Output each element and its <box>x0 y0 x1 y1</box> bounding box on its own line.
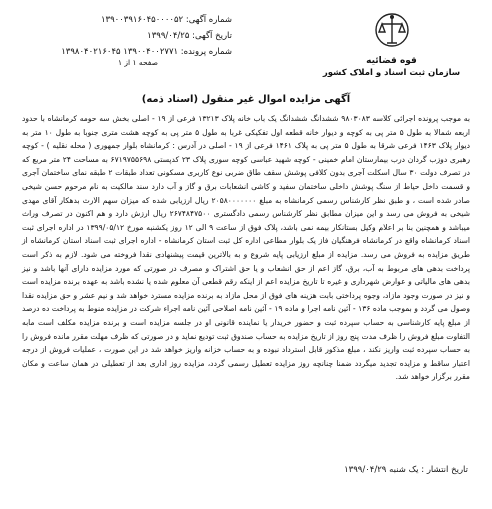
notice-date-label: تاریخ آگهی: <box>192 31 232 41</box>
page-number: صفحه ۱ از ۱ <box>118 58 158 67</box>
publish-date: ۱۳۹۹/۰۴/۲۹ <box>344 465 387 475</box>
org-name-judiciary: قوه قضائیه <box>366 56 417 66</box>
file-number-label: شماره پرونده: <box>180 47 232 57</box>
file-number: ۱۳۹۰۰۴۰۰۲۷۷۱ ۱۳۹۸۰۴۰۲۱۶۰۴۵ <box>61 47 179 57</box>
org-name-registration: سازمان ثبت اسناد و املاک کشور <box>322 68 461 78</box>
document-title: آگهی مزایده اموال غیر منقول (اسناد ذمه) <box>141 94 351 105</box>
notice-number: ۱۳۹۰۰۳۹۱۶۰۴۵۰۰۰۰۵۲ <box>100 15 184 25</box>
body-paragraph: به موجب پرونده اجرائی کلاسه ۹۸۰۳۰۸۳ ششدانگ ششدانگ یک باب خانه پلاک ۱۳۲۱۳ فرعی از ۱۹ - اصلی بخش سه حومه کرمانشاه با حدود اربعه شمالا به طول ۵ متر پی به کوچه و دیوار خانه قطعه اول تفکیکی غربا به طول ۵ متر پی به کوچه هشت متری جنوبا به طول ۱۰ متر به دیوار پلاک ۱۴۶۳ فرعی شرقا به طول ۵ متر پی به پلاک ۱۴۶۱ فرعی از ۱۹ - اصلی در آدرس : کرمانشاه بلوار جمهوری ( محله نقلیه ) - کوچه رهبری دوزب گردان درب بیمارستان امام خمینی - کوچه شهید عباسی کوچه سوری پلاک ۲۳ کدپستی ۶۷۱۹۷۵۵۶۹۸ به مساحت ۲۴ متر مربع که در تصرف دولت ۳۰ سال اسکلت آجری بدون کلافی پوشش سقف طاق ضربی نوع کاربری مسکونی تعداد طبقات ۲ طبقه نمای ساختمان آجری و قسمت داخل حیاط از سنگ پوشش داخلی ساختمان سفید و کاشی انشعابات برق و گاز و آب دارد سند مالکیت به نام مرحوم حسن شیخی صادر شده است ، و طبق نظر کارشناس رسمی کرمانشاه به مبلغ ۲۰۵۸۰۰۰۰۰۰۰ ریال ارزیابی شده که میزان سهم الارث بدهکار آقای مهدی شیخی به فروش می رسد و این میزان مطابق نظر کارشناس رسمی دادگستری ۲۶۷۴۸۴۷۵۰۰ ریال ارزش دارد و هم اکنون در تصرف وراث میباشد و همچنین بنا بر اعلام وکیل بستانکار بیمه نمی باشد، پلاک فوق از ساعت ۹ الی ۱۲ روز یکشنبه مورخ ۱۳۹۹/۰۵/۱۲ در اداره اجرای ثبت اسناد کرمانشاه واقع در کرمانشاه فرهنگیان فاز یک بلوار مطاعی اداره کل ثبت استان کرمانشاه - اداره اجرای ثبت اسناد استان کرمانشاه از طریق مزایده به فروش می رسد. مزایده از مبلغ ارزیابی پایه شروع و به بالاترین قیمت پیشنهادی نقدا فروخته می شود. لازم به ذکر است پرداخت بدهی های مربوط به آب، برق، گاز اعم از حق انشعاب و یا حق اشتراک و مصرف در صورتی که مورد مزایده دارای آنها باشد و نیز بدهی های مالیاتی و عوارض شهرداری و غیره تا تاریخ مزایده اعم از اینکه رقم قطعی آن معلوم شده یا نشده باشد به عهده برنده مزایده است و نیز در صورت وجود مازاد، وجوه پرداختی بابت هزینه های فوق از محل مازاد به برنده مزایده مسترد خواهد شد و نیم عشر و حق مزایده نقدا وصول می گردد و بموجب ماده ۱۳۶ - آئین نامه اجرا و ماده ۱۹ - آئین نامه اصلاحی آئین نامه اجراء شرکت در مزایده منوط به پرداخت ده درصد از مبلغ پایه کارشناسی به حساب سپرده ثبت و حضور خریدار یا نماینده قانونی او در جلسه مزایده است و برنده مزایده مکلف است مابه التفاوت مبلغ فروش را ظرف مدت پنج روز از تاریخ مزایده به حساب صندوق ثبت تودیع نماید و در صورتی که ظرف مهلت مقرر مانده فروش را به حساب سپرده ثبت واریز نکند ، مبلغ مذکور قابل استرداد نبوده و به حساب خزانه واریز خواهد شد در این صورت ، عملیات فروش از درجه اعتبار ساقط و مزایده تجدید میگردد ضمنا چنانچه روز مزایده تعطیل رسمی گردد، مزایده روز اداری بعد از تعطیلی در همان ساعت و مکان مقرر برگزار خواهد شد. <box>22 114 471 382</box>
organization-header <box>299 10 484 78</box>
notice-number-row <box>22 12 232 28</box>
notice-number-label: شماره آگهی: <box>185 15 232 25</box>
notice-date: ۱۳۹۹/۰۴/۲۵ <box>147 31 190 41</box>
notice-body <box>22 112 470 384</box>
publish-date-label: تاریخ انتشار : یک شنبه <box>389 465 468 475</box>
notice-date-row <box>22 28 232 44</box>
judiciary-emblem-icon <box>372 10 412 50</box>
notice-meta <box>22 12 232 60</box>
publish-date-footer <box>344 465 468 475</box>
